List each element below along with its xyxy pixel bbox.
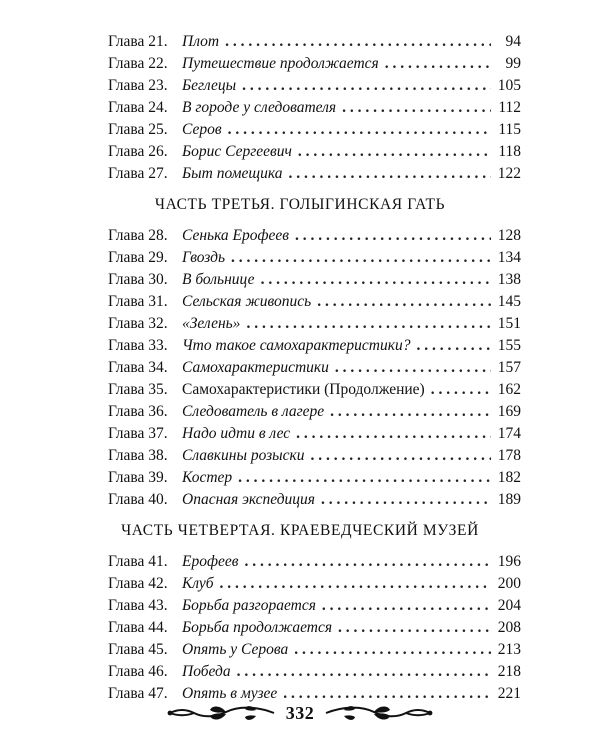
dot-leader	[294, 639, 491, 661]
chapter-label: Глава 35.	[108, 381, 168, 398]
dot-leader	[220, 573, 491, 595]
chapter-page: 174	[497, 425, 521, 442]
chapter-title: Борьба продолжается	[182, 619, 333, 636]
chapter-page: 112	[498, 99, 521, 116]
toc-entry	[108, 75, 521, 97]
chapter-label: Глава 25.	[108, 121, 168, 138]
dot-leader	[296, 423, 491, 445]
toc-entry	[108, 247, 521, 269]
chapter-title: Плот	[182, 33, 220, 50]
chapter-title: Что такое самохарактеристики?	[182, 337, 411, 354]
chapter-page: 204	[497, 597, 521, 614]
chapter-label: Глава 23.	[108, 77, 168, 94]
toc-entry	[108, 489, 521, 511]
chapter-page: 178	[497, 447, 521, 464]
chapter-page: 162	[497, 381, 521, 398]
dot-leader	[385, 53, 491, 75]
chapter-label: Глава 42.	[108, 575, 168, 592]
chapter-page: 99	[505, 55, 521, 72]
toc-entry	[108, 467, 521, 489]
page-number: 332	[285, 702, 315, 723]
toc-entry	[108, 379, 521, 401]
chapter-title: Самохарактеристики (Продолжение)	[182, 381, 425, 398]
chapter-page: 122	[497, 165, 521, 182]
dot-leader	[416, 335, 491, 357]
chapter-title: Костер	[182, 469, 233, 486]
chapter-label: Глава 24.	[108, 99, 168, 116]
chapter-label: Глава 39.	[108, 469, 168, 486]
chapter-page: 138	[497, 271, 521, 288]
chapter-page: 157	[497, 359, 521, 376]
dot-leader	[342, 97, 491, 119]
chapter-page: 196	[497, 553, 521, 570]
chapter-title: Опасная экспедиция	[182, 491, 316, 508]
chapter-label: Глава 47.	[108, 685, 168, 702]
chapter-label: Глава 33.	[108, 337, 168, 354]
toc-entry	[108, 639, 521, 661]
chapter-title: «Зелень»	[182, 315, 241, 332]
dot-leader	[295, 225, 491, 247]
dot-leader	[238, 467, 491, 489]
chapter-label: Глава 28.	[108, 227, 168, 244]
dot-leader	[298, 141, 491, 163]
chapter-page: 128	[497, 227, 521, 244]
chapter-page: 118	[498, 143, 521, 160]
dot-leader	[321, 489, 491, 511]
chapter-title: Победа	[182, 663, 231, 680]
toc-entry	[108, 573, 521, 595]
chapter-title: Беглецы	[182, 77, 237, 94]
chapter-page: 218	[497, 663, 521, 680]
chapter-title: Самохарактеристики	[182, 359, 329, 376]
chapter-label: Глава 37.	[108, 425, 168, 442]
dot-leader	[335, 357, 491, 379]
chapter-title: Путешествие продолжается	[182, 55, 379, 72]
toc-entry	[108, 357, 521, 379]
chapter-title: Сенька Ерофеев	[182, 227, 290, 244]
dot-leader	[225, 31, 491, 53]
chapter-label: Глава 29.	[108, 249, 168, 266]
chapter-title: Опять у Серова	[182, 641, 289, 658]
chapter-label: Глава 31.	[108, 293, 168, 310]
chapter-label: Глава 21.	[108, 33, 168, 50]
chapter-page: 169	[497, 403, 521, 420]
chapter-title: Гвоздь	[182, 249, 226, 266]
toc-entry	[108, 163, 521, 185]
chapter-label: Глава 38.	[108, 447, 168, 464]
chapter-page: 115	[498, 121, 521, 138]
dot-leader	[330, 401, 491, 423]
chapter-title: В больнице	[182, 271, 255, 288]
chapter-page: 182	[497, 469, 521, 486]
chapter-page: 134	[497, 249, 521, 266]
chapter-title: Славкины розыски	[182, 447, 305, 464]
dot-leader	[431, 379, 491, 401]
chapter-title: Следователь в лагере	[182, 403, 325, 420]
chapter-label: Глава 27.	[108, 165, 168, 182]
part3-heading: ЧАСТЬ ТРЕТЬЯ. ГОЛЫГИНСКАЯ ГАТЬ	[154, 196, 446, 213]
toc-entry	[108, 551, 521, 573]
chapter-page: 151	[497, 315, 521, 332]
chapter-label: Глава 30.	[108, 271, 168, 288]
dot-leader	[228, 119, 491, 141]
chapter-page: 189	[497, 491, 521, 508]
toc-entry	[108, 617, 521, 639]
dot-leader	[261, 269, 491, 291]
dot-leader	[237, 661, 491, 683]
dot-leader	[311, 445, 491, 467]
toc-entry	[108, 53, 521, 75]
dot-leader	[231, 247, 491, 269]
toc-entry	[108, 313, 521, 335]
dot-leader	[317, 291, 491, 313]
chapter-label: Глава 41.	[108, 553, 168, 570]
toc-entry	[108, 335, 521, 357]
toc-entry	[108, 141, 521, 163]
chapter-title: Серов	[182, 121, 222, 138]
chapter-title: Надо идти в лес	[182, 425, 291, 442]
right-flourish-icon	[324, 702, 434, 724]
toc-entry	[108, 401, 521, 423]
chapter-title: В городе у следователя	[182, 99, 337, 116]
toc-entry	[108, 291, 521, 313]
toc-entry	[108, 423, 521, 445]
dot-leader	[288, 163, 491, 185]
chapter-label: Глава 22.	[108, 55, 168, 72]
chapter-label: Глава 45.	[108, 641, 168, 658]
chapter-label: Глава 44.	[108, 619, 168, 636]
chapter-label: Глава 43.	[108, 597, 168, 614]
chapter-label: Глава 26.	[108, 143, 168, 160]
dot-leader	[322, 595, 491, 617]
chapter-page: 221	[497, 685, 521, 702]
chapter-title: Ерофеев	[182, 553, 239, 570]
toc-entry	[108, 269, 521, 291]
toc-entry	[108, 31, 521, 53]
toc-entry	[108, 97, 521, 119]
part4-heading: ЧАСТЬ ЧЕТВЕРТАЯ. КРАЕВЕДЧЕСКИЙ МУЗЕЙ	[121, 522, 479, 539]
chapter-page: 213	[497, 641, 521, 658]
toc-entry	[108, 445, 521, 467]
toc-entry	[108, 661, 521, 683]
chapter-title: Борис Сергеевич	[182, 143, 292, 160]
toc-entry	[108, 225, 521, 247]
left-flourish-icon	[166, 702, 276, 724]
toc-entry	[108, 595, 521, 617]
chapter-title: Опять в музее	[182, 685, 278, 702]
chapter-label: Глава 40.	[108, 491, 168, 508]
chapter-title: Быт помещика	[182, 165, 283, 182]
chapter-page: 105	[497, 77, 521, 94]
dot-leader	[244, 551, 491, 573]
chapter-label: Глава 46.	[108, 663, 168, 680]
toc-entry	[108, 119, 521, 141]
chapter-page: 94	[505, 33, 521, 50]
chapter-page: 208	[497, 619, 521, 636]
dot-leader	[338, 617, 491, 639]
chapter-label: Глава 32.	[108, 315, 168, 332]
chapter-title: Сельская живопись	[182, 293, 312, 310]
chapter-label: Глава 34.	[108, 359, 168, 376]
chapter-page: 155	[497, 337, 521, 354]
chapter-page: 200	[497, 575, 521, 592]
dot-leader	[246, 313, 491, 335]
chapter-label: Глава 36.	[108, 403, 168, 420]
page-footer	[0, 700, 600, 726]
chapter-page: 145	[497, 293, 521, 310]
chapter-title: Борьба разгорается	[182, 597, 316, 614]
dot-leader	[242, 75, 491, 97]
chapter-title: Клуб	[182, 575, 214, 592]
